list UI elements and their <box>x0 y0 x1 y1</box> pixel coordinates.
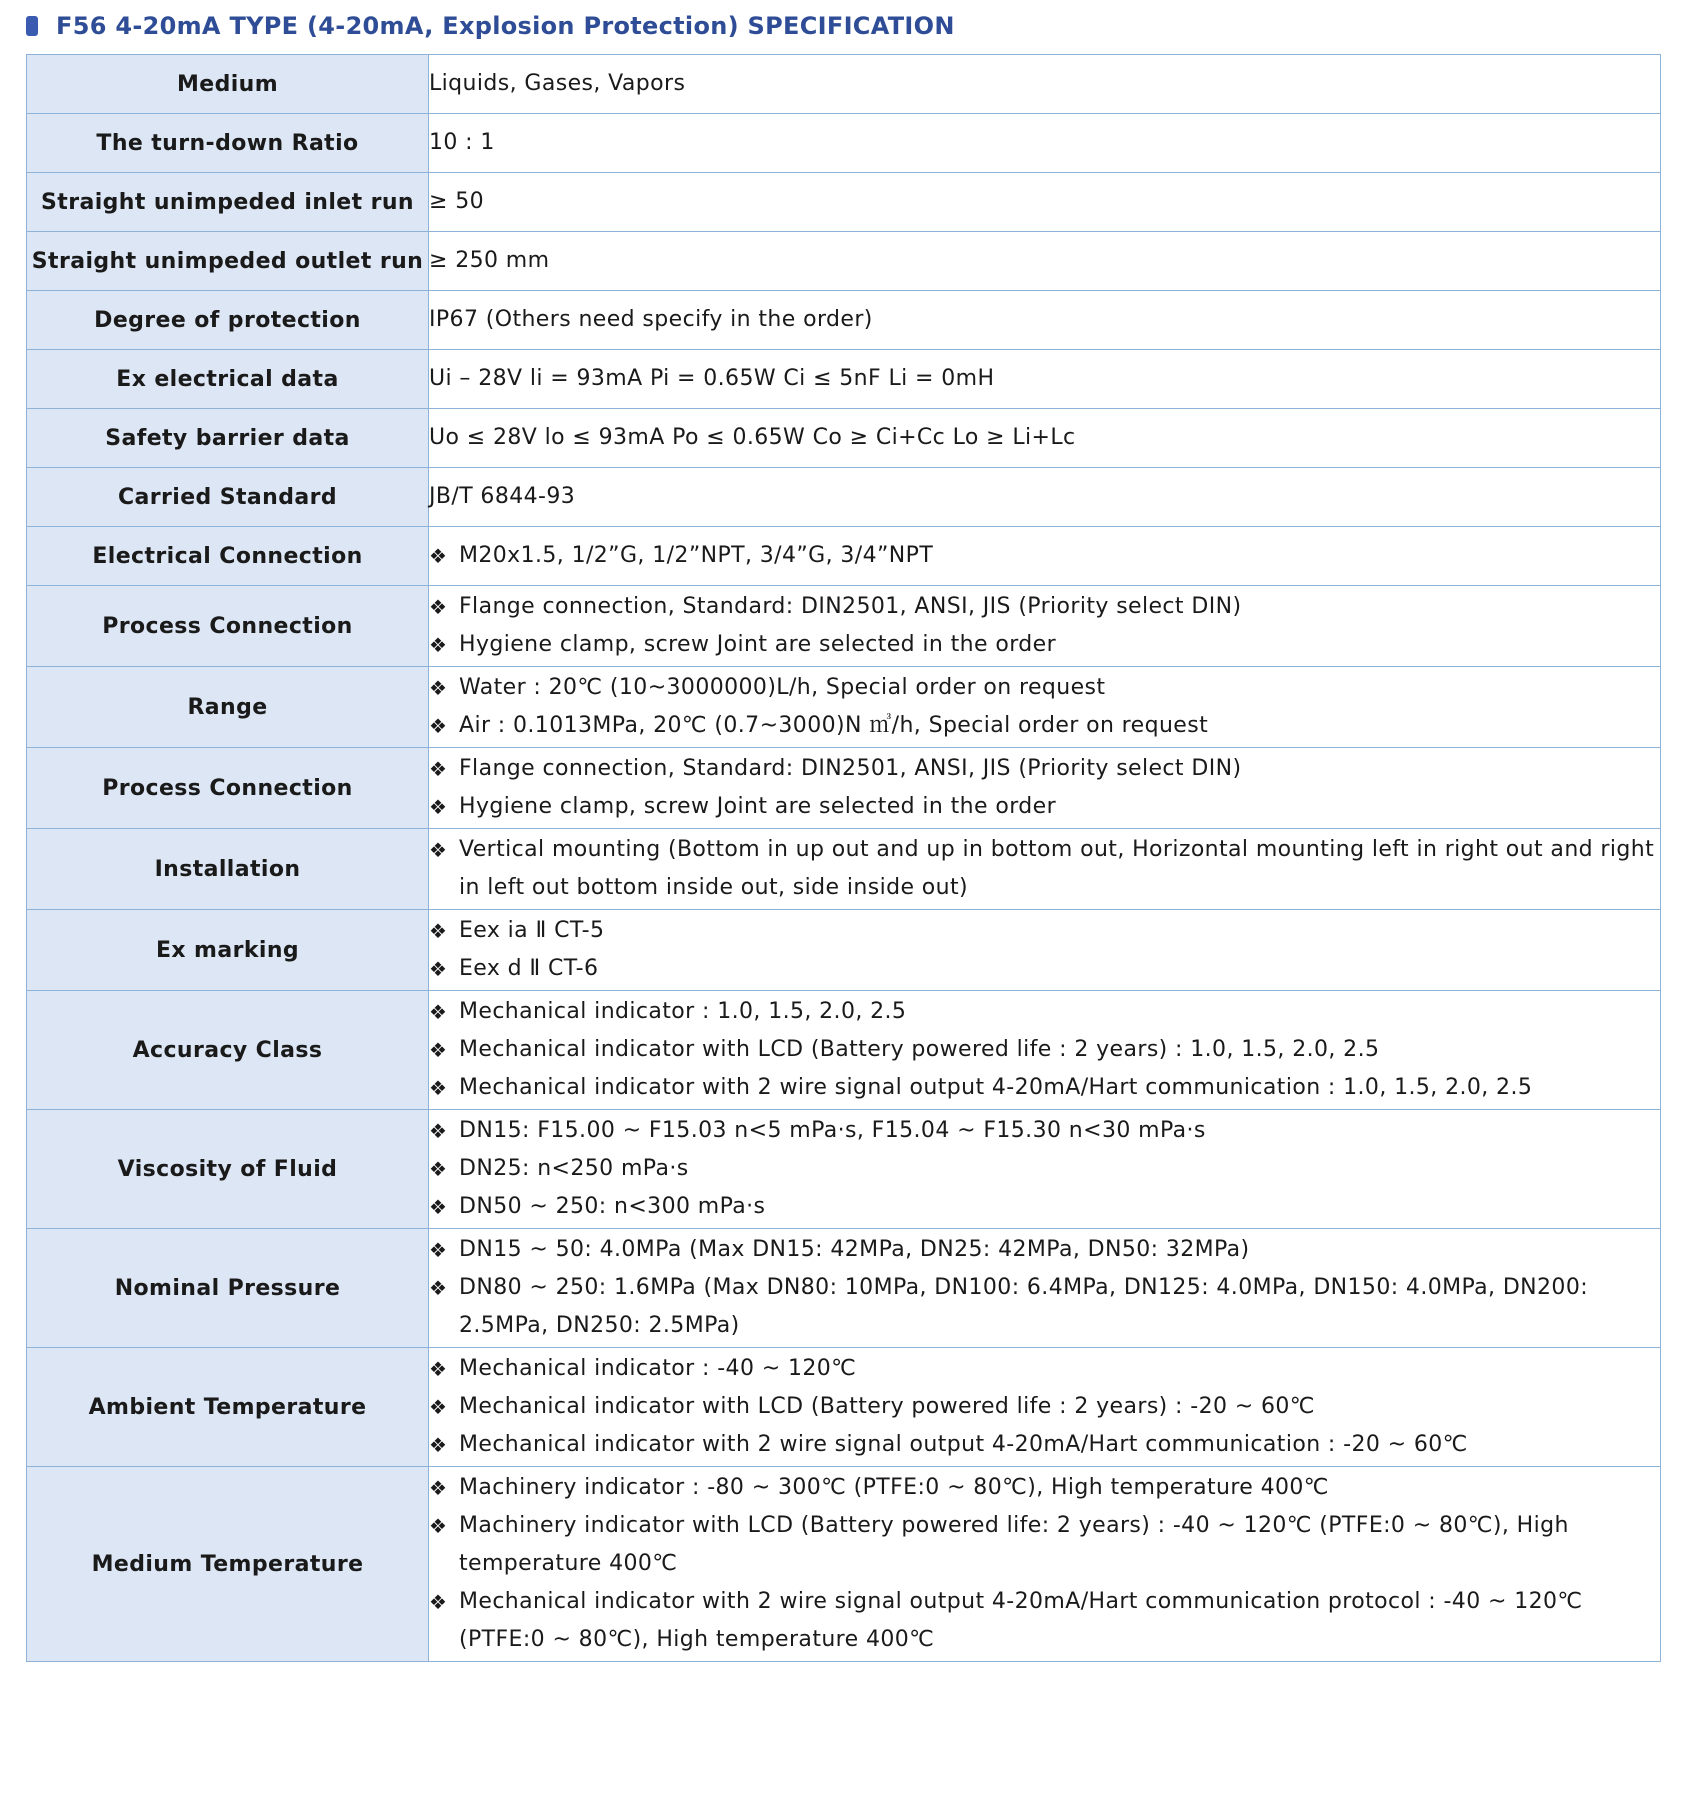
spec-value-lines <box>429 358 1660 400</box>
spec-value <box>429 527 1661 586</box>
spec-value <box>429 173 1661 232</box>
spec-label: Range <box>27 667 429 748</box>
spec-row <box>27 586 1661 667</box>
bullet-text: DN80 ~ 250: 1.6MPa (Max DN80: 10MPa, DN100: 6.4MPa, DN125: 4.0MPa, DN150: 4.0MPa, DN200: 2.5MPa, DN250: 2.5MPa) <box>459 1275 1589 1338</box>
spec-value-lines <box>429 476 1660 518</box>
spec-value <box>429 114 1661 173</box>
diamond-bullet-icon: ❖ <box>429 838 448 862</box>
spec-value-lines <box>429 299 1660 341</box>
diamond-bullet-icon: ❖ <box>429 1119 448 1143</box>
diamond-bullet-icon: ❖ <box>429 1476 448 1500</box>
spec-row <box>27 114 1661 173</box>
bullet-text: DN15: F15.00 ~ F15.03 n<5 mPa·s, F15.04 ~ F15.30 n<30 mPa·s <box>459 1118 1206 1143</box>
spec-row <box>27 829 1661 910</box>
spec-value-lines <box>429 240 1660 282</box>
spec-label: Straight unimpeded inlet run <box>27 173 429 232</box>
spec-row <box>27 991 1661 1110</box>
bullet-text: M20x1.5, 1/2”G, 1/2”NPT, 3/4”G, 3/4”NPT <box>459 543 934 568</box>
spec-row <box>27 468 1661 527</box>
spec-label: Ex marking <box>27 910 429 991</box>
spec-value <box>429 991 1661 1110</box>
bullet-text: Hygiene clamp, screw Joint are selected in the order <box>459 632 1057 657</box>
bullet-text: Eex d Ⅱ CT-6 <box>459 956 599 981</box>
value-text: Ui – 28V li = 93mA Pi = 0.65W Ci ≤ 5nF Li = 0mH <box>429 366 995 391</box>
bullet-item <box>429 993 1660 1031</box>
spec-label: Installation <box>27 829 429 910</box>
spec-row <box>27 667 1661 748</box>
value-text: 10 : 1 <box>429 130 495 155</box>
spec-value-lines <box>429 181 1660 223</box>
bullet-text: Hygiene clamp, screw Joint are selected in the order <box>459 794 1057 819</box>
specification-table-body <box>27 55 1661 1662</box>
bullet-item <box>429 669 1660 707</box>
spec-value-lines <box>429 910 1660 990</box>
diamond-bullet-icon: ❖ <box>429 1276 448 1300</box>
spec-value-lines <box>429 535 1660 577</box>
value-text: IP67 (Others need specify in the order) <box>429 307 873 332</box>
spec-label: Nominal Pressure <box>27 1229 429 1348</box>
value-text: Liquids, Gases, Vapors <box>429 71 686 96</box>
bullet-item <box>429 1583 1660 1659</box>
title-marker-icon <box>26 16 38 36</box>
diamond-bullet-icon: ❖ <box>429 957 448 981</box>
value-text: ≥ 250 mm <box>429 248 550 273</box>
spec-value <box>429 910 1661 991</box>
value-text: Uo ≤ 28V lo ≤ 93mA Po ≤ 0.65W Co ≥ Ci+Cc Lo ≥ Li+Lc <box>429 425 1076 450</box>
diamond-bullet-icon: ❖ <box>429 1157 448 1181</box>
diamond-bullet-icon: ❖ <box>429 544 448 568</box>
bullet-item <box>429 912 1660 950</box>
spec-label: Medium Temperature <box>27 1467 429 1662</box>
spec-label: Viscosity of Fluid <box>27 1110 429 1229</box>
spec-label: Straight unimpeded outlet run <box>27 232 429 291</box>
spec-label: Process Connection <box>27 748 429 829</box>
bullet-item <box>429 1269 1660 1345</box>
spec-value-lines <box>429 1348 1660 1466</box>
bullet-text: Machinery indicator : -80 ~ 300℃ (PTFE:0 ~ 80℃), High temperature 400℃ <box>459 1475 1329 1500</box>
spec-label: Medium <box>27 55 429 114</box>
bullet-item <box>429 1426 1660 1464</box>
spec-row <box>27 910 1661 991</box>
spec-value-lines <box>429 1467 1660 1661</box>
diamond-bullet-icon: ❖ <box>429 595 448 619</box>
bullet-item <box>429 950 1660 988</box>
spec-label: Degree of protection <box>27 291 429 350</box>
bullet-text: Mechanical indicator with 2 wire signal output 4-20mA/Hart communication : 1.0, 1.5, 2.0, 2.5 <box>459 1075 1533 1100</box>
spec-value-lines <box>429 586 1660 666</box>
diamond-bullet-icon: ❖ <box>429 795 448 819</box>
diamond-bullet-icon: ❖ <box>429 676 448 700</box>
bullet-text: Flange connection, Standard: DIN2501, ANSI, JIS (Priority select DIN) <box>459 594 1242 619</box>
spec-value <box>429 409 1661 468</box>
bullet-item <box>429 750 1660 788</box>
spec-row <box>27 1348 1661 1467</box>
bullet-item <box>429 1031 1660 1069</box>
bullet-text: Water : 20℃ (10~3000000)L/h, Special order on request <box>459 675 1106 700</box>
section-title-bar <box>26 8 955 44</box>
spec-value <box>429 1348 1661 1467</box>
diamond-bullet-icon: ❖ <box>429 1357 448 1381</box>
bullet-text: Mechanical indicator with 2 wire signal output 4-20mA/Hart communication : -20 ~ 60℃ <box>459 1432 1468 1457</box>
spec-row <box>27 55 1661 114</box>
bullet-text: Vertical mounting (Bottom in up out and up in bottom out, Horizontal mounting left in right out and right in left out bottom inside out, side inside out) <box>459 837 1655 900</box>
spec-value <box>429 1467 1661 1662</box>
bullet-item <box>429 1231 1660 1269</box>
bullet-text: Machinery indicator with LCD (Battery powered life: 2 years) : -40 ~ 120℃ (PTFE:0 ~ 80℃), High temperature 400℃ <box>459 1513 1569 1576</box>
spec-value <box>429 667 1661 748</box>
bullet-item <box>429 1388 1660 1426</box>
bullet-text: Mechanical indicator with LCD (Battery powered life : 2 years) : 1.0, 1.5, 2.0, 2.5 <box>459 1037 1380 1062</box>
bullet-item <box>429 626 1660 664</box>
diamond-bullet-icon: ❖ <box>429 1195 448 1219</box>
spec-value <box>429 586 1661 667</box>
spec-label: Safety barrier data <box>27 409 429 468</box>
bullet-text: Eex ia Ⅱ CT-5 <box>459 918 605 943</box>
value-text: JB/T 6844-93 <box>429 484 576 509</box>
diamond-bullet-icon: ❖ <box>429 919 448 943</box>
bullet-item <box>429 707 1660 745</box>
spec-row <box>27 173 1661 232</box>
spec-row <box>27 291 1661 350</box>
spec-value-lines <box>429 1110 1660 1228</box>
spec-label: The turn-down Ratio <box>27 114 429 173</box>
spec-value-lines <box>429 122 1660 164</box>
spec-row <box>27 350 1661 409</box>
bullet-item <box>429 1112 1660 1150</box>
bullet-text: Mechanical indicator : 1.0, 1.5, 2.0, 2.5 <box>459 999 907 1024</box>
spec-row <box>27 748 1661 829</box>
bullet-item <box>429 1188 1660 1226</box>
spec-label: Accuracy Class <box>27 991 429 1110</box>
spec-row <box>27 409 1661 468</box>
spec-value <box>429 55 1661 114</box>
diamond-bullet-icon: ❖ <box>429 1038 448 1062</box>
bullet-item <box>429 588 1660 626</box>
bullet-text: DN50 ~ 250: n<300 mPa·s <box>459 1194 766 1219</box>
spec-row <box>27 1467 1661 1662</box>
diamond-bullet-icon: ❖ <box>429 1590 448 1614</box>
spec-value <box>429 1229 1661 1348</box>
diamond-bullet-icon: ❖ <box>429 1395 448 1419</box>
page-title: F56 4-20mA TYPE (4-20mA, Explosion Protection) SPECIFICATION <box>56 12 955 40</box>
spec-value-lines <box>429 1229 1660 1347</box>
specification-table <box>26 54 1661 1662</box>
bullet-item <box>429 831 1660 907</box>
spec-label: Ex electrical data <box>27 350 429 409</box>
spec-value-lines <box>429 748 1660 828</box>
bullet-text: Mechanical indicator with LCD (Battery powered life : 2 years) : -20 ~ 60℃ <box>459 1394 1315 1419</box>
bullet-item <box>429 1469 1660 1507</box>
spec-label: Carried Standard <box>27 468 429 527</box>
spec-value-lines <box>429 991 1660 1109</box>
bullet-item <box>429 537 1660 575</box>
spec-row <box>27 1229 1661 1348</box>
diamond-bullet-icon: ❖ <box>429 1514 448 1538</box>
bullet-item <box>429 788 1660 826</box>
spec-row <box>27 527 1661 586</box>
spec-value <box>429 829 1661 910</box>
spec-label: Ambient Temperature <box>27 1348 429 1467</box>
bullet-item <box>429 1507 1660 1583</box>
diamond-bullet-icon: ❖ <box>429 714 448 738</box>
diamond-bullet-icon: ❖ <box>429 633 448 657</box>
spec-value-lines <box>429 417 1660 459</box>
diamond-bullet-icon: ❖ <box>429 1433 448 1457</box>
diamond-bullet-icon: ❖ <box>429 1000 448 1024</box>
value-text: ≥ 50 <box>429 189 485 214</box>
bullet-text: DN15 ~ 50: 4.0MPa (Max DN15: 42MPa, DN25: 42MPa, DN50: 32MPa) <box>459 1237 1250 1262</box>
spec-value <box>429 232 1661 291</box>
bullet-item <box>429 1069 1660 1107</box>
bullet-text: DN25: n<250 mPa·s <box>459 1156 689 1181</box>
spec-value <box>429 748 1661 829</box>
spec-value <box>429 350 1661 409</box>
bullet-text: Mechanical indicator : -40 ~ 120℃ <box>459 1356 857 1381</box>
spec-value <box>429 1110 1661 1229</box>
spec-value-lines <box>429 63 1660 105</box>
spec-row <box>27 1110 1661 1229</box>
bullet-text: Mechanical indicator with 2 wire signal output 4-20mA/Hart communication protocol : -40 ~ 120℃ (PTFE:0 ~ 80℃), High temperature 400℃ <box>459 1589 1583 1652</box>
diamond-bullet-icon: ❖ <box>429 1238 448 1262</box>
spec-value-lines <box>429 829 1660 909</box>
bullet-text: Air : 0.1013MPa, 20℃ (0.7~3000)N ㎥/h, Special order on request <box>459 713 1209 738</box>
spec-row <box>27 232 1661 291</box>
spec-value <box>429 291 1661 350</box>
spec-value <box>429 468 1661 527</box>
diamond-bullet-icon: ❖ <box>429 1076 448 1100</box>
bullet-text: Flange connection, Standard: DIN2501, ANSI, JIS (Priority select DIN) <box>459 756 1242 781</box>
bullet-item <box>429 1350 1660 1388</box>
bullet-item <box>429 1150 1660 1188</box>
spec-value-lines <box>429 667 1660 747</box>
spec-label: Electrical Connection <box>27 527 429 586</box>
spec-label: Process Connection <box>27 586 429 667</box>
diamond-bullet-icon: ❖ <box>429 757 448 781</box>
